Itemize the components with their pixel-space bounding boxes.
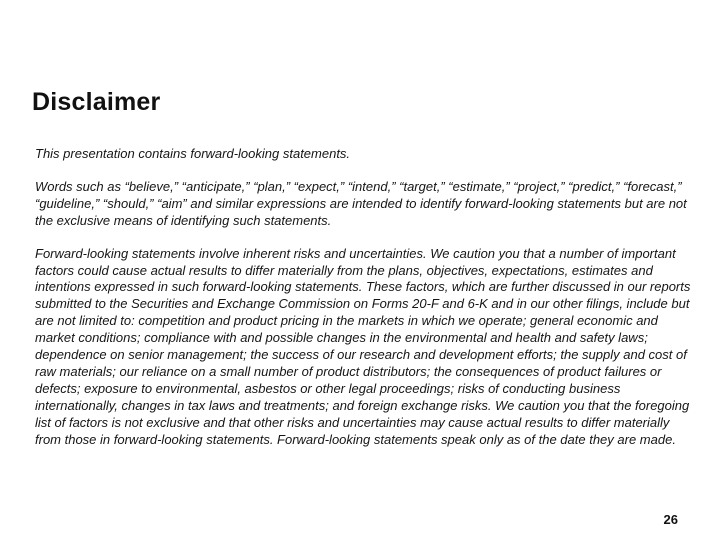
slide-body [35,146,692,465]
disclaimer-paragraph-2: Words such as “believe,” “anticipate,” “plan,” “expect,” “intend,” “target,” “estimate,” “project,” “predict,” “forecast,” “guideline,” “should,” “aim” and similar expressions are intended to identify forward-looking statements but are not the exclusive means of identifying such statements. [35,178,687,228]
disclaimer-paragraph-1: This presentation contains forward-looking statements. [35,146,351,161]
page-number: 26 [663,512,678,527]
slide-title: Disclaimer [32,88,161,116]
disclaimer-paragraph-3: Forward-looking statements involve inherent risks and uncertainties. We caution you that a number of important factors could cause actual results to differ materially from the plans, objectives, expectations, estimates and intentions expressed in such forward-looking statements. These factors, which are further discussed in our reports submitted to the Securities and Exchange Commission on Forms 20-F and 6-K and in our other filings, include but are not limited to: competition and product pricing in the markets in which we operate; general economic and market conditions; compliance with and possible changes in the environmental and health and safety laws; dependence on senior management; the success of our research and development efforts; the supply and cost of raw materials; our reliance on a small number of product distributors; the consequences of product failures or defects; exposure to environmental, asbestos or other legal proceedings; risks of conducting business internationally, changes in tax laws and treatments; and foreign exchange risks. We caution you that the foregoing list of factors is not exclusive and that other risks and uncertainties may cause actual results to differ materially from those in forward-looking statements. Forward-looking statements speak only as of the date they are made. [35,245,691,447]
